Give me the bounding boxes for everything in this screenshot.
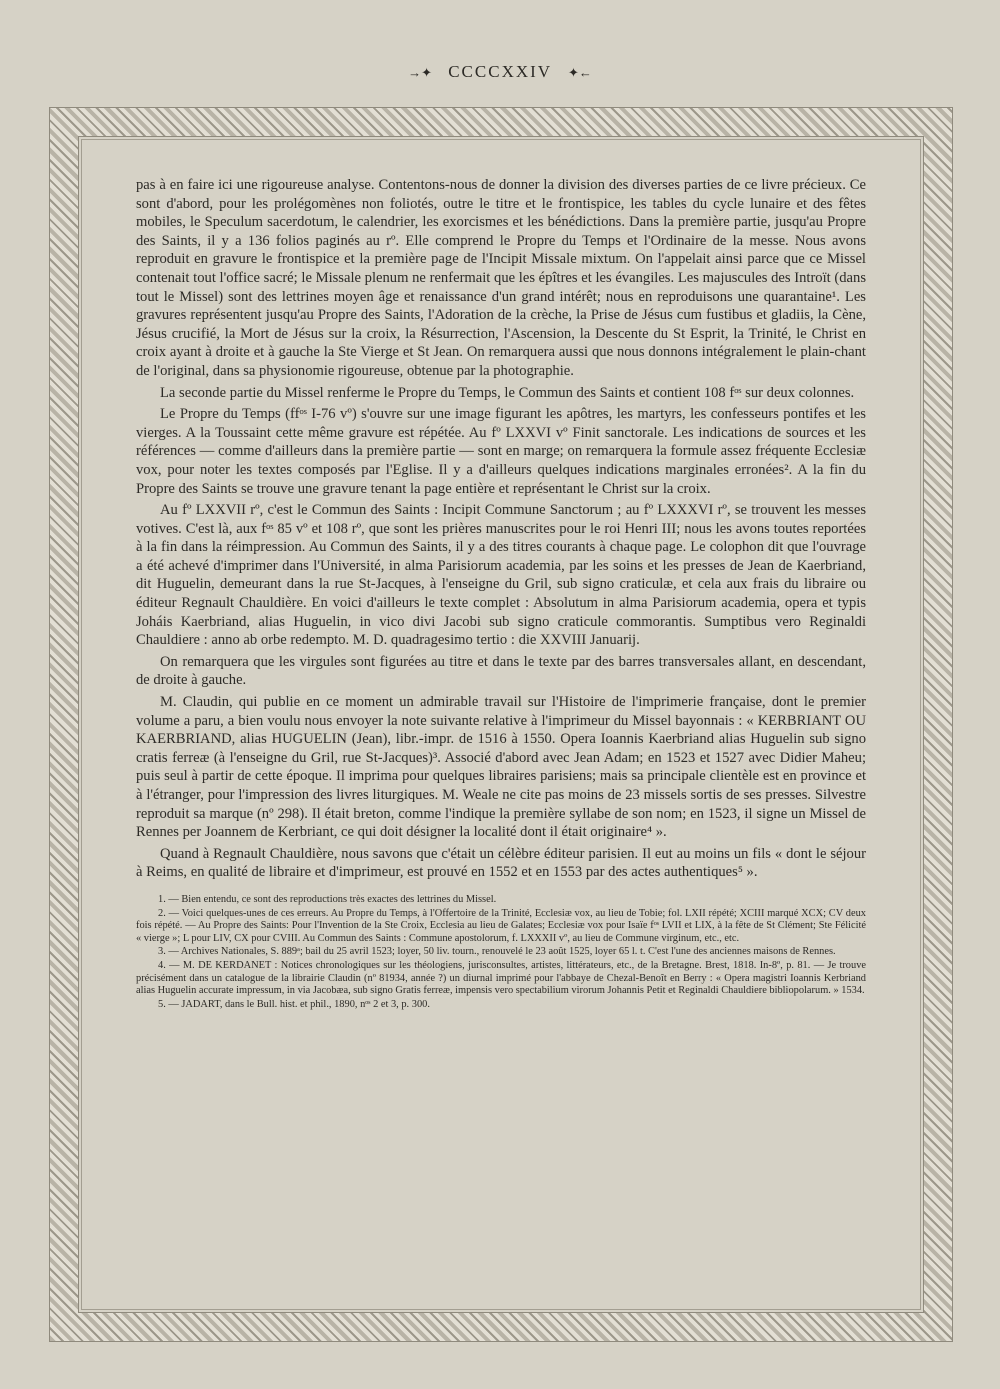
- paragraph-6: M. Claudin, qui publie en ce moment un admirable travail sur l'Histoire de l'imprimerie française, dont le premier volume a paru, a bien voulu nous envoyer la note suivante relative à l'imprimeur du Missel bayonnais : « KERBRIANT OU KAERBRIAND, alias HUGUELIN (Jean), libr.-impr. de 1516 à 1550. Opera Ioannis Kaerbriand alias Huguelin sub signo cratis ferreæ (à l'enseigne du Gril, rue St-Jacques)³. Associé d'abord avec Jean Adam; en 1523 et 1527 avec Didier Maheu; puis seul à partir de cette époque. Il imprima pour quelques libraires parisiens; mais sa principale clientèle est en province et à l'étranger, pour l'impression des livres liturgiques. M. Weale ne cite pas moins de 23 missels sortis de ses presses. Silvestre reproduit sa marque (nº 298). Il était breton, comme l'indique la première syllabe de son nom; en 1523, il signe un Missel de Rennes per Joannem de Kerbriant, ce qui doit désigner la localité dont il était originaire⁴ ».: [136, 694, 866, 841]
- paragraph-1: pas à en faire ici une rigoureuse analyse. Contentons-nous de donner la division des diverses parties de ce livre précieux. Ce sont d'abord, pour les prolégomènes non foliotés, outre le titre et le frontispice, les tables du cycle lunaire et des fêtes mobiles, le Speculum sacerdotum, le calendrier, les exorcismes et les bénédictions. Dans la première partie, jusqu'au Propre des Saints, il y a 136 folios paginés au rº. Elle comprend le Propre du Temps et l'Ordinaire de la messe. Nous avons reproduit en gravure le frontispice et la première page de l'Incipit Missale mixtum. On l'appelait ainsi parce que ce Missel contenait tout l'office sacré; le Missale plenum ne renfermait que les épîtres et les évangiles. Les majuscules des Introït (dans tout le Missel) sont des lettrines moyen âge et renaissance d'un grand intérêt; nous en reproduisons une quarantaine¹. Les gravures représentent jusqu'au Propre des Saints, l'Adoration de la crèche, la Prise de Jésus cum fustibus et gladiis, la Cène, Jésus crucifié, la Mort de Jésus sur la croix, la Résurrection, l'Ascension, la Descente du St Esprit, la Trinité, le Christ en croix ayant à droite et à gauche la Ste Vierge et St Jean. On remarquera aussi que nous donnons intégralement le plain-chant de l'original, dans sa physionomie rigoureuse, obtenue par la photographie.: [136, 177, 866, 379]
- paragraph-5: On remarquera que les virgules sont figurées au titre et dans le texte par des barres transversales allant, en descendant, de droite à gauche.: [136, 653, 866, 689]
- page-number: CCCCXXIV: [448, 62, 552, 81]
- paragraph-3: Le Propre du Temps (ffᵒˢ I-76 vº) s'ouvre sur une image figurant les apôtres, les martyrs, les confesseurs pontifes et les vierges. A la Toussaint cette même gravure est répétée. Au fº LXXVI vº Finit sanctorale. Les indications de sources et les références — comme d'ailleurs dans la première partie — sont en marge; on remarquera la formule assez fréquente Ecclesiæ vox, pour noter les textes composés par l'Eglise. Il y a d'ailleurs quelques indications marginales erronées². A la fin du Propre des Saints se trouve une gravure tenant la page entière et représentant le Christ sur la croix.: [136, 406, 866, 497]
- footnote-5: 5. — JADART, dans le Bull. hist. et phil., 1890, nᵒˢ 2 et 3, p. 300.: [158, 998, 430, 1010]
- ornament-left-icon: →✦: [408, 65, 432, 80]
- footnotes: [136, 894, 866, 1011]
- ornament-right-icon: ✦←: [568, 65, 592, 80]
- footnote-3: 3. — Archives Nationales, S. 889ᵃ; bail du 25 avril 1523; loyer, 50 liv. tourn., renouvelé le 23 août 1525, loyer 65 l. t. C'est l'une des anciennes maisons de Rennes.: [158, 946, 836, 958]
- paragraph-7: Quand à Regnault Chauldière, nous savons que c'était un célèbre éditeur parisien. Il eut au moins un fils « dont le séjour à Reims, en qualité de libraire et d'imprimeur, est prouvé en 1552 et en 1553 par des actes authentiques⁵ ».: [136, 845, 866, 881]
- page-header: [0, 62, 1000, 82]
- footnote-2: 2. — Voici quelques-unes de ces erreurs. Au Propre du Temps, à l'Offertoire de la Trinité, Ecclesiæ vox, au lieu de Tobie; fol. LXII répété; XCIII marqué XCX; CV deux fois répété. — Au Propre des Saints: Pour l'Invention de la Ste Croix, Ecclesia au lieu de Galates; Ecclesiæ vox pour Isaïe fᵒˢ LVII et LIX, à la fête de St Clément; Ste Félicité « vierge »; L pour LIV, CX pour CVIII. Au Commun des Saints : Commune apostolorum, f. LXXXII vº, au lieu de Commune virginum, etc., etc.: [136, 907, 866, 944]
- footnote-4: 4. — M. DE KERDANET : Notices chronologiques sur les théologiens, jurisconsultes, artistes, littérateurs, etc., de la Bretagne. Brest, 1818. In-8º, p. 81. — Je trouve précisément dans un catalogue de la librairie Claudin (nº 81934, année ?) un diurnal imprimé pour l'abbaye de Chezal-Benoît en Berry : « Opera magistri Ioannis Kerbriand alias Huguelin accurate impressum, in via Jacobæa, sub signo Gratis ferreæ, impensis vero spectabilium virorum Johannis Petit et Reginaldi Chauldiere bibliopolarum. » 1534.: [136, 959, 866, 997]
- paragraph-2: La seconde partie du Missel renferme le Propre du Temps, le Commun des Saints et contient 108 fᵒˢ sur deux colonnes.: [160, 384, 855, 401]
- paragraph-4: Au fº LXXVII rº, c'est le Commun des Saints : Incipit Commune Sanctorum ; au fº LXXXVI rº, se trouvent les messes votives. C'est là, aux fᵒˢ 85 vº et 108 rº, que sont les prières manuscrites pour le roi Henri III; nous les avons toutes reportées à la fin dans la réimpression. Au Commun des Saints, il y a des titres courants à chaque page. Le colophon dit que l'ouvrage a été achevé d'imprimer dans l'Université, in alma Parisiorum academia, par les soins et les presses de Jean de Kaerbriand, dit Huguelin, demeurant dans la rue St-Jacques, à l'enseigne du Gril, sub signo craticulæ, et cela aux frais du libraire ou éditeur Regnault Chauldière. En voici d'ailleurs le texte complet : Absolutum in alma Parisiorum academia, opera et typis Joháis Kaerbriand, alias Huguelin, in vico divi Jacobi sub signo craticule commorantis. Sumptibus vero Reginaldi Chauldiere : anno ab orbe redempto. M. D. quadragesimo tertio : die XXVIII Januarij.: [136, 502, 866, 649]
- page-content: [136, 176, 866, 1012]
- footnote-1: 1. — Bien entendu, ce sont des reproductions très exactes des lettrines du Missel.: [158, 893, 497, 905]
